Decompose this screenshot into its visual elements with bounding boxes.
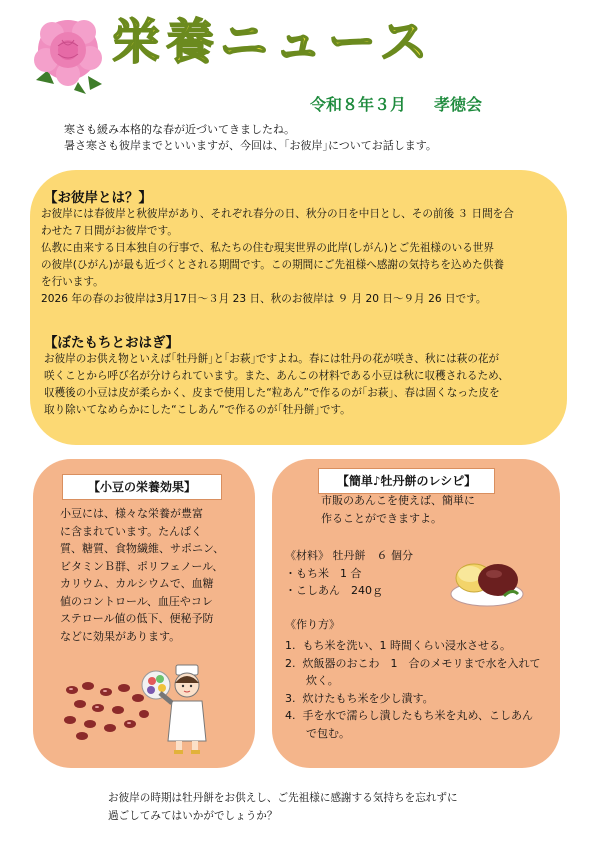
text-line: ステロール値の低下、便秘予防 (60, 612, 214, 625)
step-line: 4. 手を水で濡らし潰したもち米を丸め、こしあん (285, 709, 534, 722)
body-line: 仏教に由来する日本独自の行事で、私たちの住む現実世界の此岸(しがん)とご先祖様のいる世界 (41, 242, 494, 254)
body-line: 収穫後の小豆は皮が柔らかく、皮まで使用した“粒あん”で作るのが｢お萩｣、春は固くなった皮を (44, 387, 500, 399)
botamochi-plate-illustration (448, 548, 526, 610)
recipe-ingredients (285, 547, 413, 600)
text-line: 市販のあんこを使えば、簡単に (321, 494, 475, 507)
step-line: 炊く。 (285, 674, 339, 687)
nutritionist-illustration (140, 655, 220, 755)
newsletter-title: 栄養ニュース (112, 14, 434, 70)
text-line: ビタミンＢ群、ポリフェノール、 (60, 559, 224, 573)
text-line: 質、糖質、食物繊維、サポニン、 (60, 542, 225, 555)
recipe-intro (321, 492, 475, 527)
recipe-steps (285, 617, 541, 743)
step-line: で包む。 (285, 726, 350, 740)
body-line: 2026 年の春のお彼岸は3月17日～３月 23 日、秋のお彼岸は ９ 月 20 日～９月 26 日です。 (41, 293, 487, 305)
body-line: わせた７日間がお彼岸です。 (41, 225, 178, 237)
steps-title: 《作り方》 (285, 618, 340, 631)
azuki-box-text (60, 505, 224, 645)
text-line: カリウム、カルシウムで、血糖 (60, 577, 214, 590)
body-line: 咲くことから呼び名が分けられています。また、あんこの材料である小豆は秋に収穫されるため、 (44, 370, 509, 382)
peony-flower-illustration (28, 10, 110, 96)
body-line: を行います。 (41, 276, 104, 288)
section-heading-ohigan: 【お彼岸とは？】 (44, 190, 152, 206)
organization-name: 孝徳会 (434, 95, 483, 114)
text-line: 作ることができますよ。 (321, 511, 442, 525)
recipe-box-heading: 【簡単♪牡丹餅のレシピ】 (318, 468, 495, 494)
ingredient-item: ・こしあん 240ｇ (285, 584, 383, 597)
step-line: 1. もち米を洗い、1 時間くらい浸水させる。 (285, 639, 511, 652)
text-line: 小豆には、様々な栄養が豊富 (60, 507, 203, 520)
step-line: 3. 炊けたもち米を少し潰す。 (285, 691, 434, 705)
section-body-botamochi (44, 351, 562, 419)
body-line: お彼岸のお供え物といえば｢牡丹餅｣と｢お萩｣ですよね。春には牡丹の花が咲き、秋には萩の花が (44, 353, 500, 365)
text-line: に含まれています。たんぱく (60, 524, 203, 538)
issue-date: 令和８年３月 (310, 95, 407, 114)
closing-line-1: お彼岸の時期は牡丹餅をお供えし、ご先祖様に感謝する気持ちを忘れずに (108, 792, 458, 804)
text-line: 値のコントロール、血圧やコレ (60, 594, 213, 608)
closing-line-2: 過ごしてみてはいかがでしょうか？ (108, 810, 278, 822)
issue-date-and-organization (310, 92, 482, 115)
step-line: 2. 炊飯器のおこわ 1 合のメモリまで水を入れて (285, 656, 541, 670)
section-heading-botamochi: 【ぼたもちとおはぎ】 (44, 335, 179, 351)
text-line: などに効果があります。 (60, 629, 181, 643)
azuki-beans-illustration (60, 680, 150, 742)
section-body-ohigan (41, 206, 561, 308)
ingredients-title: 《材料》 牡丹餅 ６ 個分 (285, 549, 413, 562)
body-line: 取り除いてなめらかにした“こしあん”で作るのが｢牡丹餅｣です。 (44, 404, 351, 416)
intro-line-2: 暑さ寒さも彼岸までといいますが、今回は、｢お彼岸｣についてお話します。 (64, 139, 437, 152)
body-line: の彼岸(ひがん)が最も近づくとされる期間です。この期間にご先祖様へ感謝の気持ちを込めた供養 (41, 259, 504, 271)
azuki-box-heading: 【小豆の栄養効果】 (62, 474, 222, 500)
intro-line-1: 寒さも緩み本格的な春が近づいてきましたね。 (64, 123, 295, 136)
body-line: お彼岸には春彼岸と秋彼岸があり、それぞれ春分の日、秋分の日を中日とし、その前後 ３ 日間を合 (41, 208, 514, 220)
ingredient-item: ・もち米 1 合 (285, 566, 362, 580)
